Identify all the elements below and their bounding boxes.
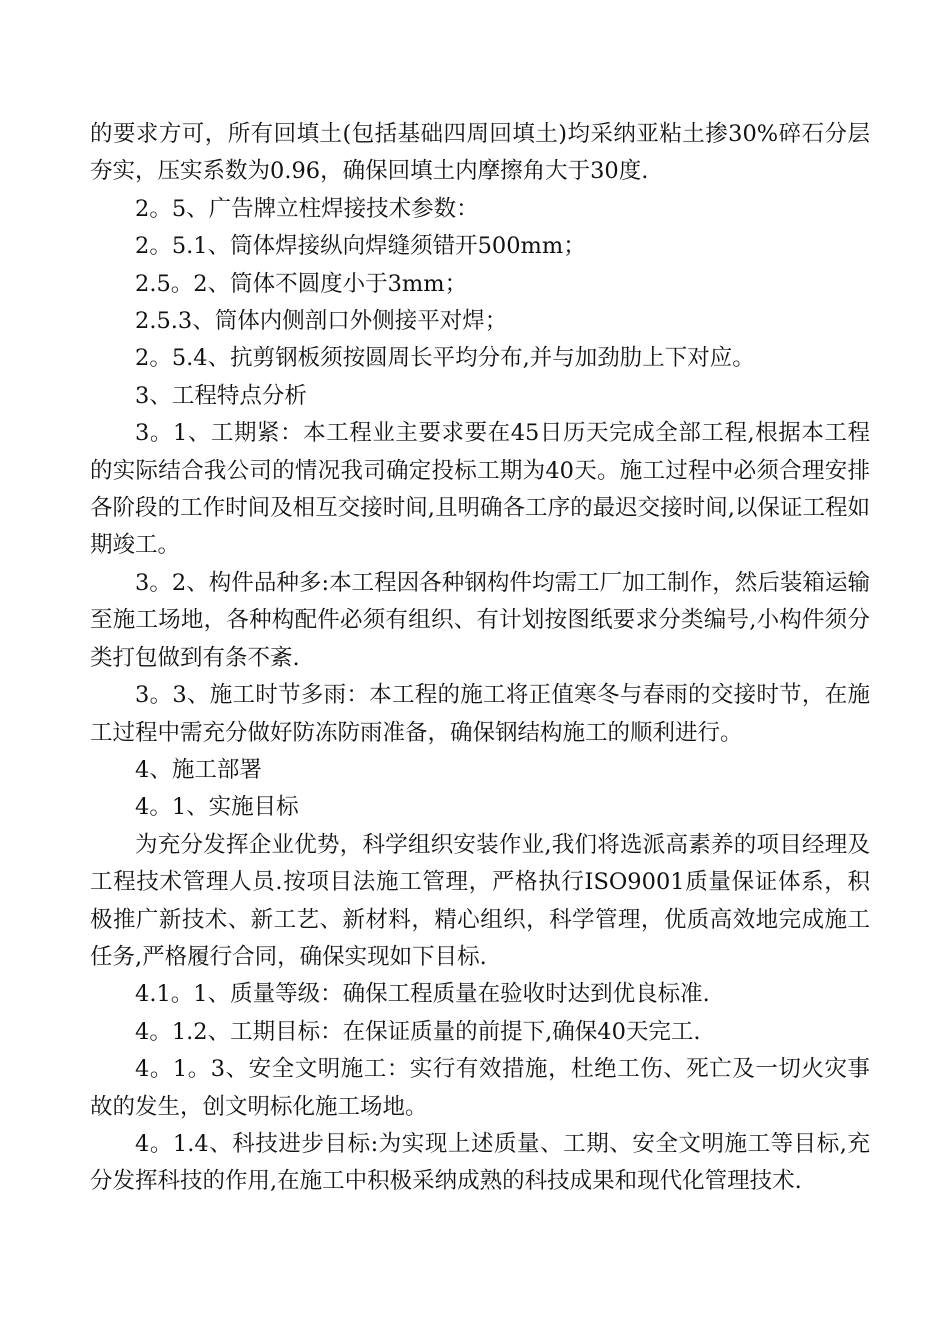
section-heading-3: 3、工程特点分析 [135,382,307,409]
list-item-2-5-2: 2.5。2、筒体不圆度小于3mm； [135,270,468,297]
paragraph-3-1: 3。1、工期紧：本工程业主要求要在45日历天完成全部工程,根据本工程的实际结合我公司的情况我司确定投标工期为40天。施工过程中必须合理安排各阶段的工作时间及相互交接时间,且明确各工序的最迟交接时间,以保证工程如期竣工。 [90,420,870,559]
list-item-4-1-4: 4。1.4、科技进步目标:为实现上述质量、工期、安全文明施工等目标,充分发挥科技的作用,在施工中积极采纳成熟的科技成果和现代化管理技术. [90,1130,870,1195]
list-item-2-5-3: 2.5.3、筒体内侧剖口外侧接平对焊； [135,308,508,335]
section-heading-2-5: 2。5、广告牌立柱焊接技术参数： [135,195,479,222]
list-item-2-5-4: 2。5.4、抗剪钢板须按圆周长平均分布,并与加劲肋上下对应。 [135,345,755,372]
list-item-4-1-1: 4.1。1、质量等级：确保工程质量在验收时达到优良标准. [135,981,710,1008]
list-item-4-1-2: 4。1.2、工期目标：在保证质量的前提下,确保40天完工. [135,1018,701,1045]
document-body [90,116,870,1201]
section-heading-4: 4、施工部署 [135,756,262,783]
list-item-2-5-1: 2。5.1、筒体焊接纵向焊缝须错开500mm； [135,233,586,260]
list-item-4-1-3: 4。1。3、安全文明施工：实行有效措施，杜绝工伤、死亡及一切火灾事故的发生，创文明标化施工场地。 [90,1056,870,1120]
paragraph-3-2: 3。2、构件品种多:本工程因各种钢构件均需工厂加工制作，然后装箱运输至施工场地，各种构配件必须有组织、有计划按图纸要求分类编号,小构件须分类打包做到有条不紊. [90,569,870,671]
section-heading-4-1: 4。1、实施目标 [135,794,299,821]
paragraph-4-1-intro: 为充分发挥企业优势，科学组织安装作业,我们将选派高素养的项目经理及工程技术管理人员.按项目法施工管理，严格执行ISO9001质量保证体系，积极推广新技术、新工艺、新材料，精心组织，科学管理，优质高效地完成施工任务,严格履行合同，确保实现如下目标. [90,831,870,970]
paragraph-continuation: 的要求方可，所有回填土(包括基础四周回填土)均采纳亚粘土掺30%碎石分层夯实，压实系数为0.96，确保回填土内摩擦角大于30度. [90,121,870,185]
paragraph-3-3: 3。3、施工时节多雨：本工程的施工将正值寒冬与春雨的交接时节，在施工过程中需充分做好防冻防雨准备，确保钢结构施工的顺利进行。 [90,682,870,746]
